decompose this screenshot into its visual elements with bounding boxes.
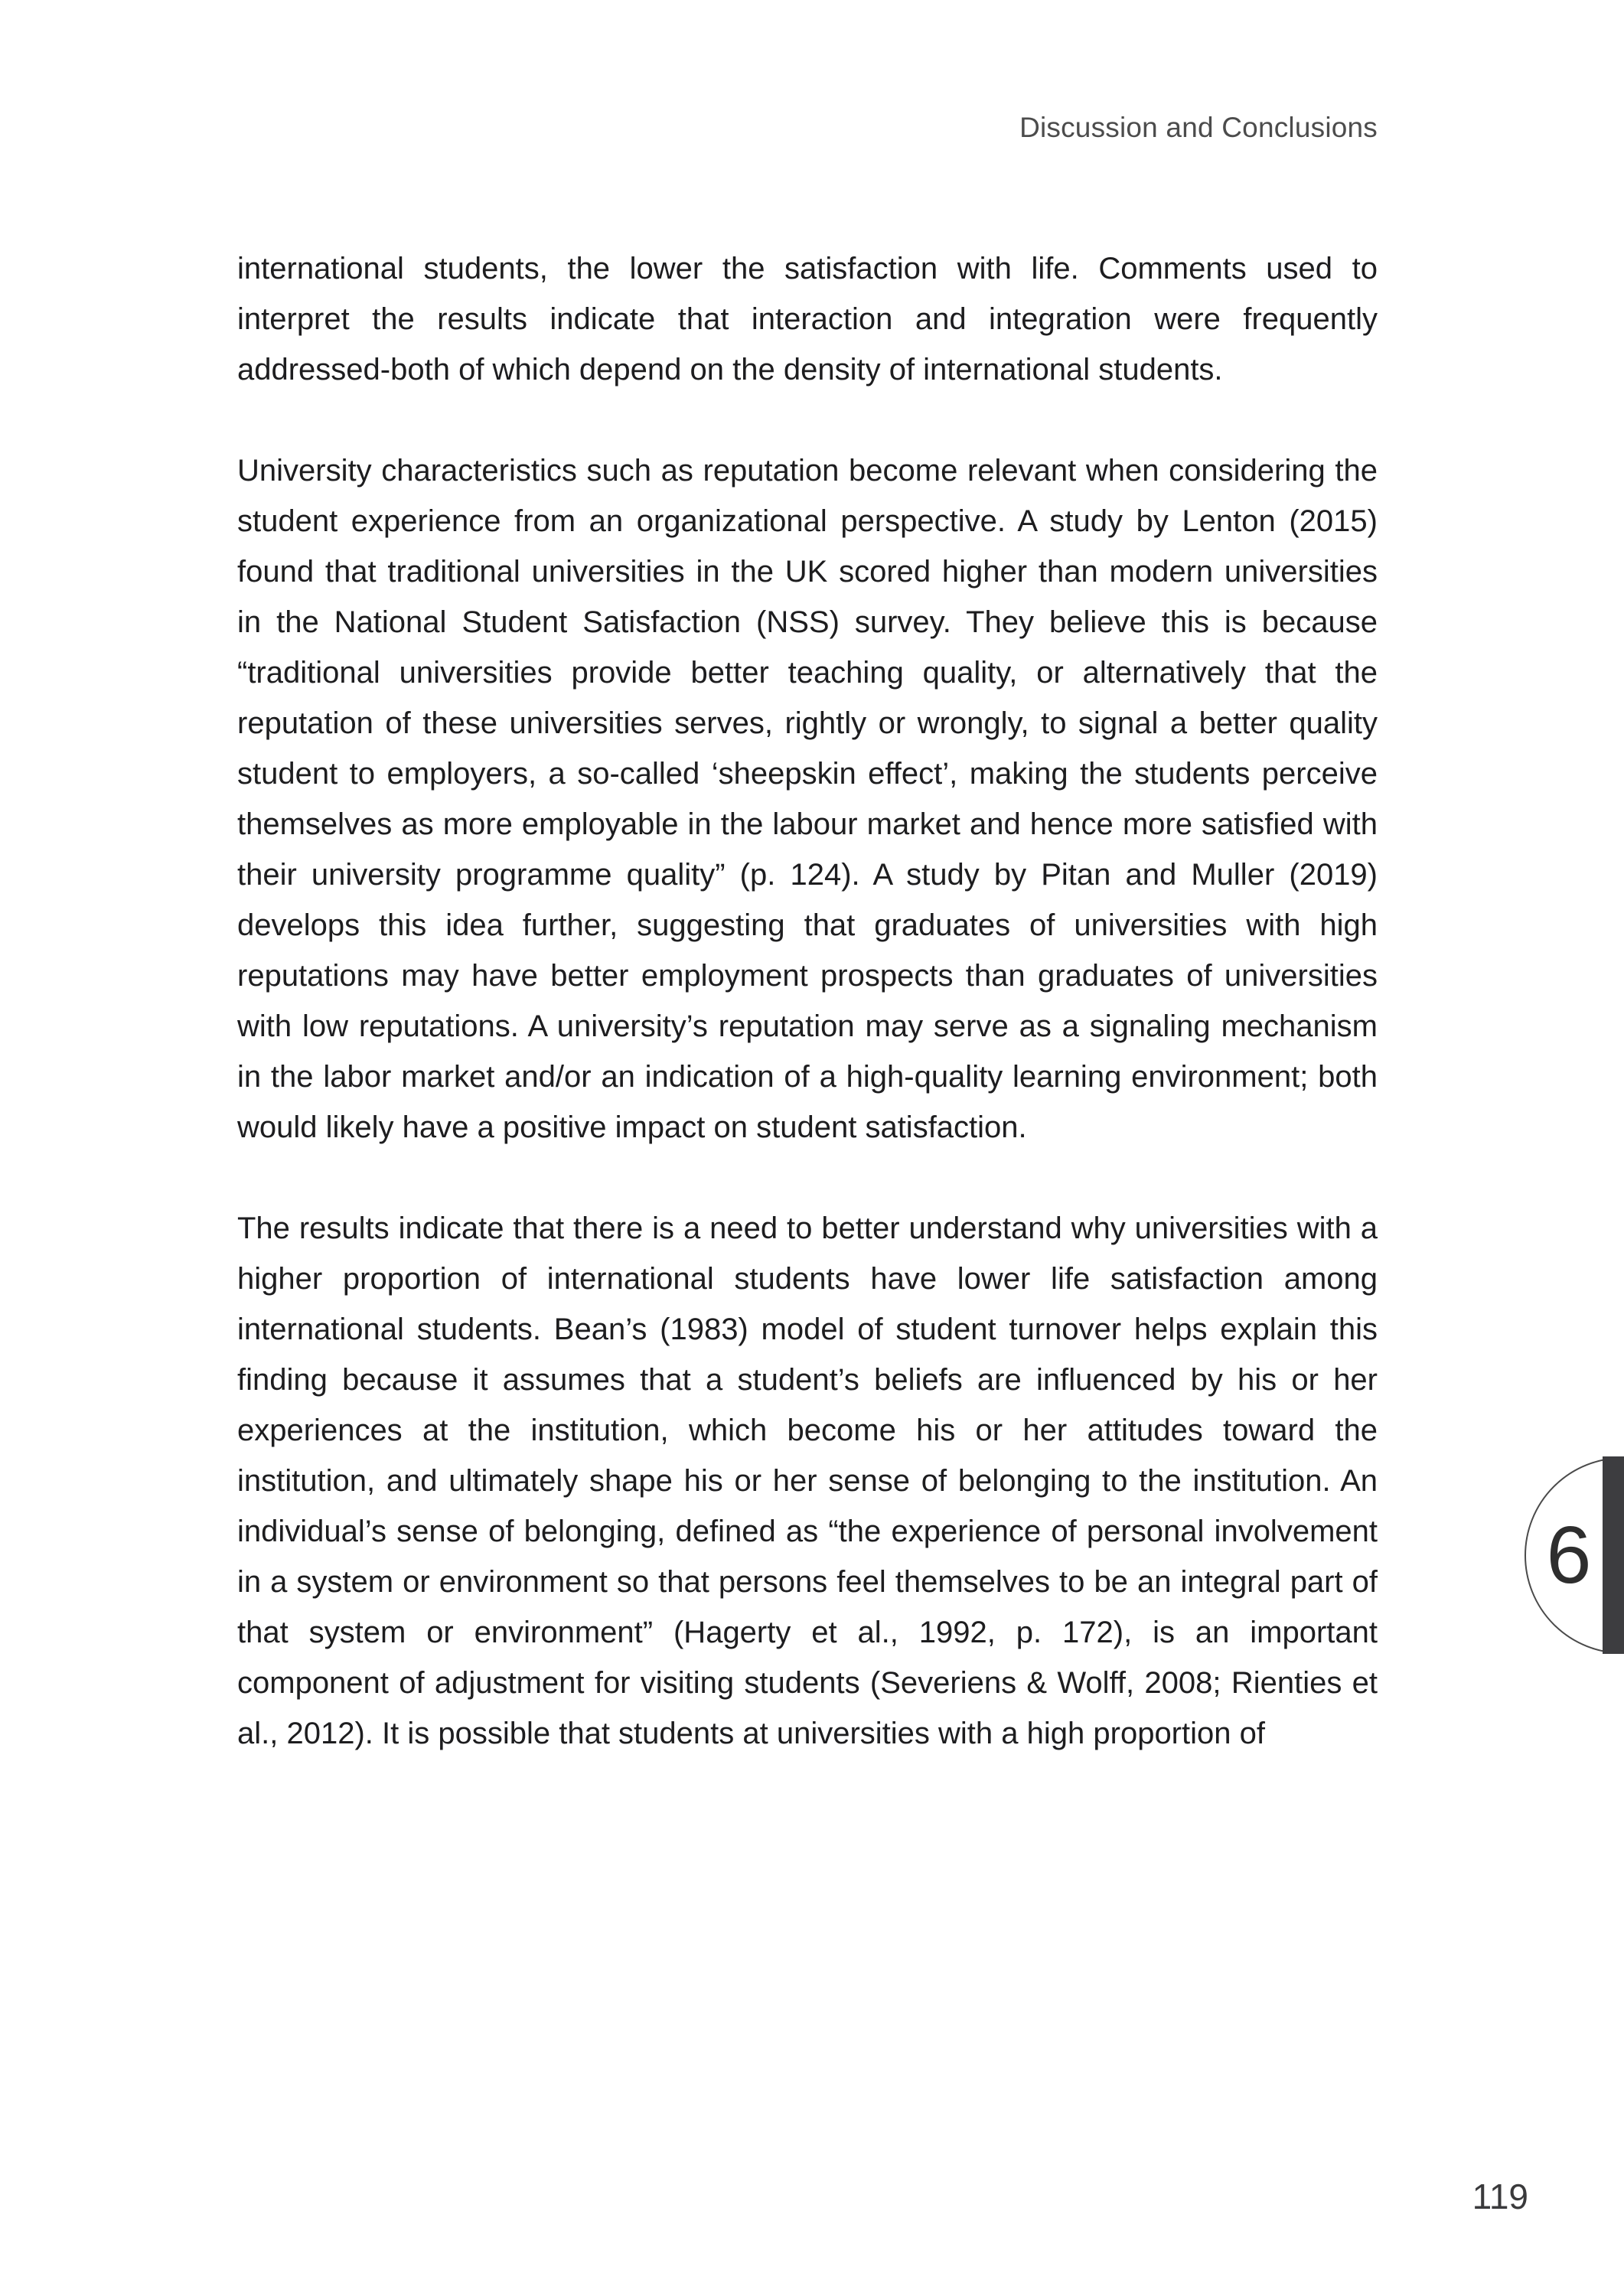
paragraph: international students, the lower the satisfaction with life. Comments used to interpret the results indicate that interaction and integration were frequently addressed-both of which depend on the density of international students. <box>237 252 1378 386</box>
paragraph: The results indicate that there is a need to better understand why universities with a higher proportion of international students have lower life satisfaction among international students. Bean’s (1983) model of student turnover helps explain this finding because it assumes that a student’s beliefs are influenced by his or her experiences at the institution, which become his or her attitudes toward the institution, and ultimately shape his or her sense of belonging to the institution. An individual’s sense of belonging, defined as “the experience of personal involvement in a system or environment so that persons feel themselves to be an integral part of that system or environment” (Hagerty et al., 1992, p. 172), is an important component of adjustment for visiting students (Severiens & Wolff, 2008; Rienties et al., 2012). It is possible that students at universities with a high proportion of <box>237 1212 1378 1750</box>
body-text <box>237 243 1378 1759</box>
page-number: 119 <box>1472 2177 1528 2216</box>
paragraph: University characteristics such as reputation become relevant when considering the student experience from an organizational perspective. A study by Lenton (2015) found that traditional universities in the UK scored higher than modern universities in the National Student Satisfaction (NSS) survey. They believe this is because “traditional universities provide better teaching quality, or alternatively that the reputation of these universities serves, rightly or wrongly, to signal a better quality student to employers, a so-called ‘sheepskin effect’, making the students perceive themselves as more employable in the labour market and hence more satisfied with their university programme quality” (p. 124). A study by Pitan and Muller (2019) develops this idea further, suggesting that graduates of universities with high reputations may have better employment prospects than graduates of universities with low reputations. A university’s reputation may serve as a signaling mechanism in the labor market and/or an indication of a high-quality learning environment; both would likely have a positive impact on student satisfaction. <box>237 454 1378 1144</box>
running-header: Discussion and Conclusions <box>1019 112 1378 143</box>
chapter-number: 6 <box>1546 1510 1592 1600</box>
chapter-tab-bar <box>1603 1456 1624 1654</box>
